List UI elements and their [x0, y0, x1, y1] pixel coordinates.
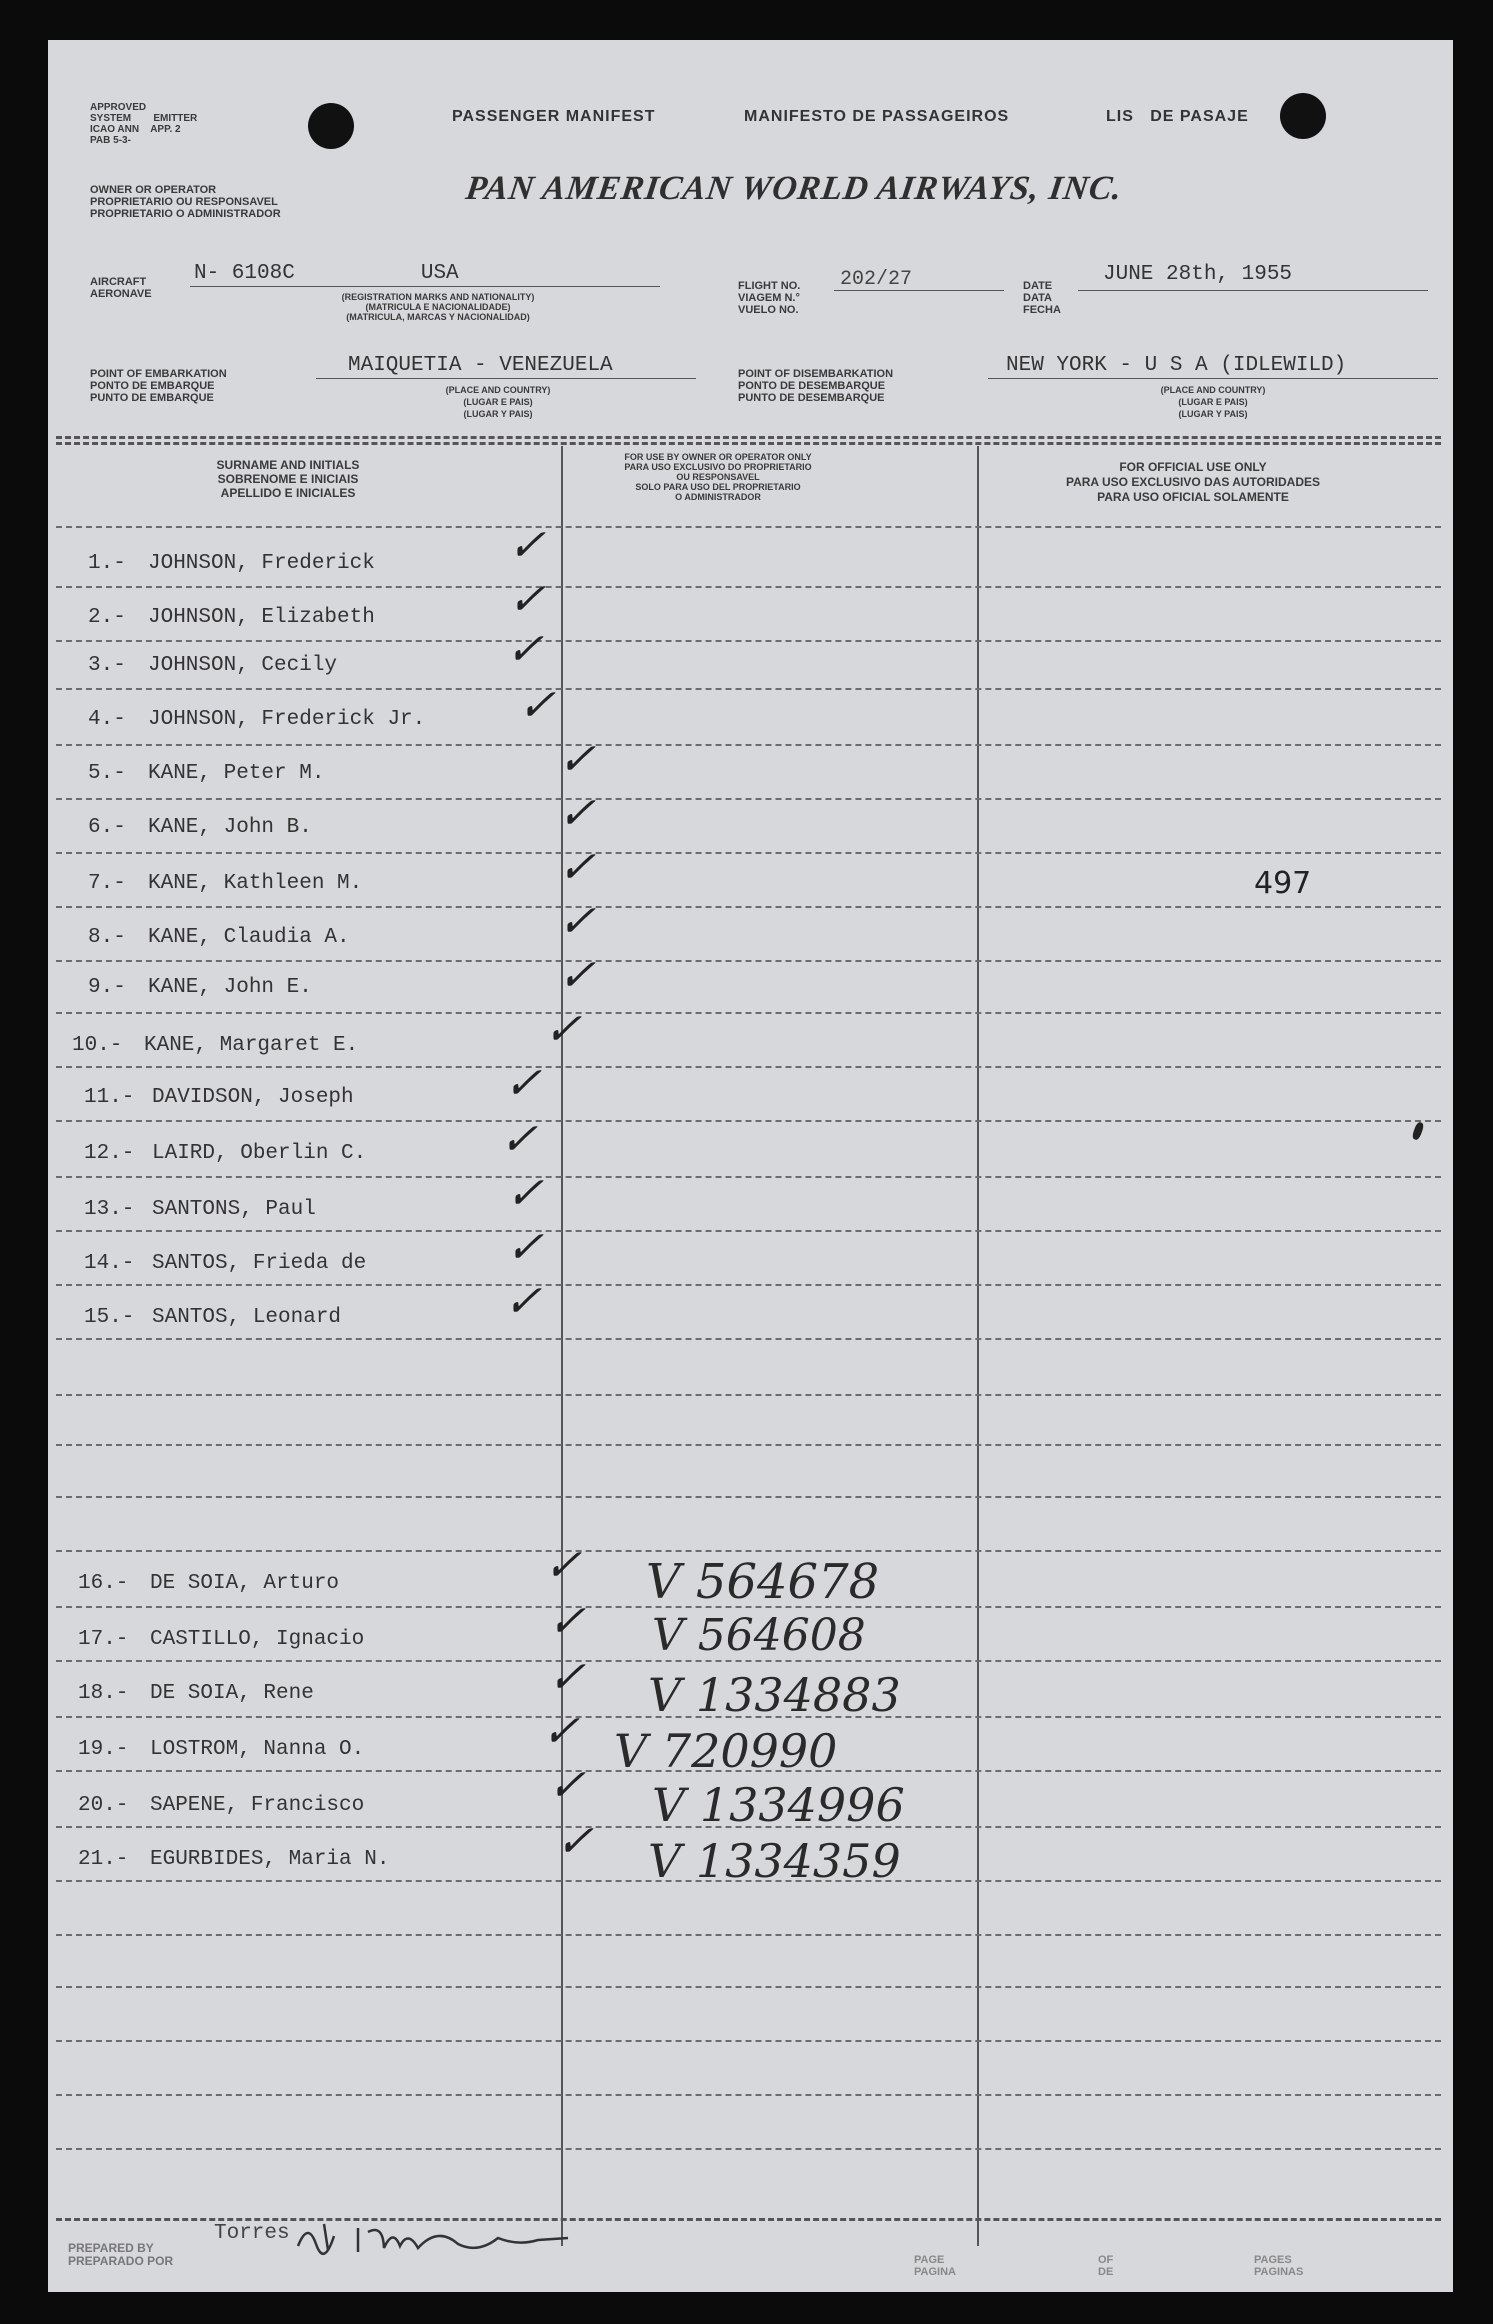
of-labels: OF DE — [1098, 2254, 1114, 2278]
row-rule — [56, 1120, 1441, 1122]
row-rule — [56, 640, 1441, 642]
passenger-number: 10.- — [72, 1034, 123, 1057]
date-labels: DATE DATA FECHA — [1023, 280, 1061, 316]
row-rule — [56, 1012, 1441, 1014]
signature — [288, 2216, 588, 2260]
embark-value: MAIQUETIA - VENEZUELA — [348, 354, 613, 377]
passenger-name: JOHNSON, Elizabeth — [148, 606, 375, 629]
check-mark: ✓ — [551, 1816, 606, 1867]
check-mark: ✓ — [499, 1058, 554, 1109]
passenger-name: SANTONS, Paul — [152, 1198, 316, 1221]
column-divider-1 — [561, 446, 563, 2246]
row-rule — [56, 798, 1441, 800]
check-mark: ✓ — [501, 1222, 556, 1273]
passenger-number: 16.- — [78, 1572, 129, 1595]
ticket-number: V 1334883 — [648, 1668, 901, 1722]
prepared-by-labels: PREPARED BY PREPARADO POR — [68, 2241, 174, 2268]
check-mark: ✓ — [543, 1596, 598, 1647]
row-rule — [56, 1934, 1441, 1936]
passenger-name: DE SOIA, Arturo — [150, 1572, 340, 1595]
passenger-name: SANTOS, Leonard — [152, 1306, 342, 1329]
row-rule — [56, 852, 1441, 854]
passenger-number: 11.- — [84, 1086, 135, 1109]
disembark-value: NEW YORK - U S A (IDLEWILD) — [1006, 354, 1347, 377]
heading-english: PASSENGER MANIFEST — [452, 108, 656, 125]
passenger-name: JOHNSON, Frederick — [148, 552, 375, 575]
row-rule — [56, 526, 1441, 528]
aircraft-sublabels: (REGISTRATION MARKS AND NATIONALITY) (MATRICULA E NACIONALIDADE) (MATRICULA, MARCAS Y NACIONALIDAD) — [341, 292, 535, 322]
disembark-underline — [988, 378, 1438, 379]
passenger-name: DAVIDSON, Joseph — [152, 1086, 354, 1109]
disembark-labels: POINT OF DISEMBARKATION PONTO DE DESEMBARQUE PUNTO DE DESEMBARQUE — [738, 368, 894, 404]
check-mark: ✓ — [513, 680, 568, 731]
row-rule — [56, 2148, 1441, 2150]
passenger-number: 5.- — [88, 762, 126, 785]
ticket-number: V 720990 — [614, 1724, 838, 1778]
owner-labels: OWNER OR OPERATOR PROPRIETARIO OU RESPONSAVEL PROPRIETARIO O ADMINISTRADOR — [90, 184, 281, 220]
passenger-number: 21.- — [78, 1848, 129, 1871]
column-header-owner: FOR USE BY OWNER OR OPERATOR ONLY PARA USO EXCLUSIVO DO PROPRIETARIO OU RESPONSAVEL SOLO PARA USO DEL PROPRIETARIO O ADMINISTRADOR — [624, 452, 812, 502]
row-rule — [56, 1066, 1441, 1068]
row-rule — [56, 2094, 1441, 2096]
heading-portuguese: MANIFESTO DE PASSAGEIROS — [744, 108, 1010, 125]
date-underline — [1078, 290, 1428, 291]
aircraft-underline — [190, 286, 660, 287]
row-rule — [56, 1496, 1441, 1498]
check-mark: ✓ — [537, 1706, 592, 1757]
passenger-number: 8.- — [88, 926, 126, 949]
ticket-number: V 1334359 — [648, 1834, 901, 1888]
passenger-number: 14.- — [84, 1252, 135, 1275]
check-mark: ✓ — [543, 1760, 598, 1811]
check-mark: ✓ — [553, 842, 608, 893]
check-mark: ✓ — [553, 734, 608, 785]
header-separator-bottom — [56, 442, 1441, 445]
footer-separator — [56, 2218, 1441, 2221]
punch-hole-right — [1280, 93, 1326, 139]
check-mark: ✓ — [543, 1652, 598, 1703]
row-rule — [56, 1394, 1441, 1396]
passenger-number: 20.- — [78, 1794, 129, 1817]
row-rule — [56, 1338, 1441, 1340]
row-rule — [56, 688, 1441, 690]
column-header-surname: SURNAME AND INITIALS SOBRENOME E INICIAIS APELLIDO E INICIALES — [216, 458, 360, 500]
disembark-sublabels: (PLACE AND COUNTRY) (LUGAR E PAIS) (LUGAR Y PAIS) — [1160, 385, 1266, 419]
passenger-number: 15.- — [84, 1306, 135, 1329]
passenger-name: KANE, Claudia A. — [148, 926, 350, 949]
row-rule — [56, 1986, 1441, 1988]
row-rule — [56, 1444, 1441, 1446]
check-mark: ✓ — [501, 1168, 556, 1219]
pages-labels: PAGES PAGINAS — [1254, 2254, 1304, 2278]
passenger-number: 13.- — [84, 1198, 135, 1221]
ink-mark — [1411, 1121, 1425, 1141]
passenger-number: 7.- — [88, 872, 126, 895]
column-header-official: FOR OFFICIAL USE ONLY PARA USO EXCLUSIVO DAS AUTORIDADES PARA USO OFICIAL SOLAMENTE — [1065, 460, 1321, 504]
column-divider-2 — [977, 446, 979, 2246]
row-rule — [56, 586, 1441, 588]
row-rule — [56, 1284, 1441, 1286]
passenger-number: 2.- — [88, 606, 126, 629]
passenger-name: JOHNSON, Cecily — [148, 654, 338, 677]
passenger-name: KANE, John E. — [148, 976, 312, 999]
passenger-number: 3.- — [88, 654, 126, 677]
passenger-name: SAPENE, Francisco — [150, 1794, 365, 1817]
passenger-number: 4.- — [88, 708, 126, 731]
passenger-number: 1.- — [88, 552, 126, 575]
row-rule — [56, 2040, 1441, 2042]
page-labels: PAGE PAGINA — [914, 2254, 956, 2278]
passenger-name: KANE, Kathleen M. — [148, 872, 363, 895]
check-mark: ✓ — [539, 1004, 594, 1055]
passenger-number: 9.- — [88, 976, 126, 999]
flight-labels: FLIGHT NO. VIAGEM N.° VUELO NO. — [738, 280, 801, 316]
passenger-number: 12.- — [84, 1142, 135, 1165]
check-mark: ✓ — [501, 624, 556, 675]
check-mark: ✓ — [553, 896, 608, 947]
prepared-by-value: Torres — [214, 2222, 290, 2245]
header-separator-top — [56, 436, 1441, 439]
check-mark: ✓ — [553, 950, 608, 1001]
passenger-number: 6.- — [88, 816, 126, 839]
embark-sublabels: (PLACE AND COUNTRY) (LUGAR E PAIS) (LUGAR Y PAIS) — [445, 385, 551, 419]
check-mark: ✓ — [503, 574, 558, 625]
ticket-number: V 564678 — [646, 1554, 880, 1610]
row-rule — [56, 906, 1441, 908]
flight-value: 202/27 — [840, 268, 913, 291]
ticket-number: V 564608 — [652, 1610, 866, 1661]
passenger-number: 19.- — [78, 1738, 129, 1761]
passenger-name: CASTILLO, Ignacio — [150, 1628, 365, 1651]
embark-underline — [316, 378, 696, 379]
passenger-name: LOSTROM, Nanna O. — [150, 1738, 365, 1761]
check-mark: ✓ — [553, 788, 608, 839]
passenger-name: KANE, Margaret E. — [144, 1034, 359, 1057]
passenger-name: KANE, Peter M. — [148, 762, 325, 785]
flight-underline — [834, 290, 1004, 291]
row-rule — [56, 1230, 1441, 1232]
ticket-number: V 1334996 — [652, 1778, 905, 1832]
aircraft-value: N- 6108C USA — [194, 262, 459, 285]
check-mark: ✓ — [539, 1540, 594, 1591]
check-mark: ✓ — [495, 1114, 550, 1165]
check-mark: ✓ — [503, 520, 558, 571]
embark-labels: POINT OF EMBARKATION PONTO DE EMBARQUE PUNTO DE EMBARQUE — [90, 368, 227, 404]
passenger-number: 18.- — [78, 1682, 129, 1705]
passenger-name: DE SOIA, Rene — [150, 1682, 314, 1705]
punch-hole-left — [308, 103, 354, 149]
heading-spanish: LIS DE PASAJE — [1106, 108, 1249, 125]
passenger-name: KANE, John B. — [148, 816, 312, 839]
row-rule — [56, 1550, 1441, 1552]
row-rule — [56, 744, 1441, 746]
passenger-number: 17.- — [78, 1628, 129, 1651]
date-value: JUNE 28th, 1955 — [1103, 263, 1293, 286]
passenger-name: LAIRD, Oberlin C. — [152, 1142, 367, 1165]
official-note: 497 — [1254, 866, 1312, 901]
approval-stamp: APPROVED SYSTEM EMITTER ICAO ANN APP. 2 PAB 5-3- — [90, 102, 198, 146]
row-rule — [56, 1176, 1441, 1178]
passenger-name: JOHNSON, Frederick Jr. — [148, 708, 426, 731]
manifest-paper — [48, 40, 1453, 2292]
aircraft-labels: AIRCRAFT AERONAVE — [90, 276, 152, 300]
passenger-name: SANTOS, Frieda de — [152, 1252, 367, 1275]
check-mark: ✓ — [499, 1276, 554, 1327]
airline-name: PAN AMERICAN WORLD AIRWAYS, INC. — [463, 170, 1125, 207]
row-rule — [56, 960, 1441, 962]
passenger-name: EGURBIDES, Maria N. — [150, 1848, 390, 1871]
